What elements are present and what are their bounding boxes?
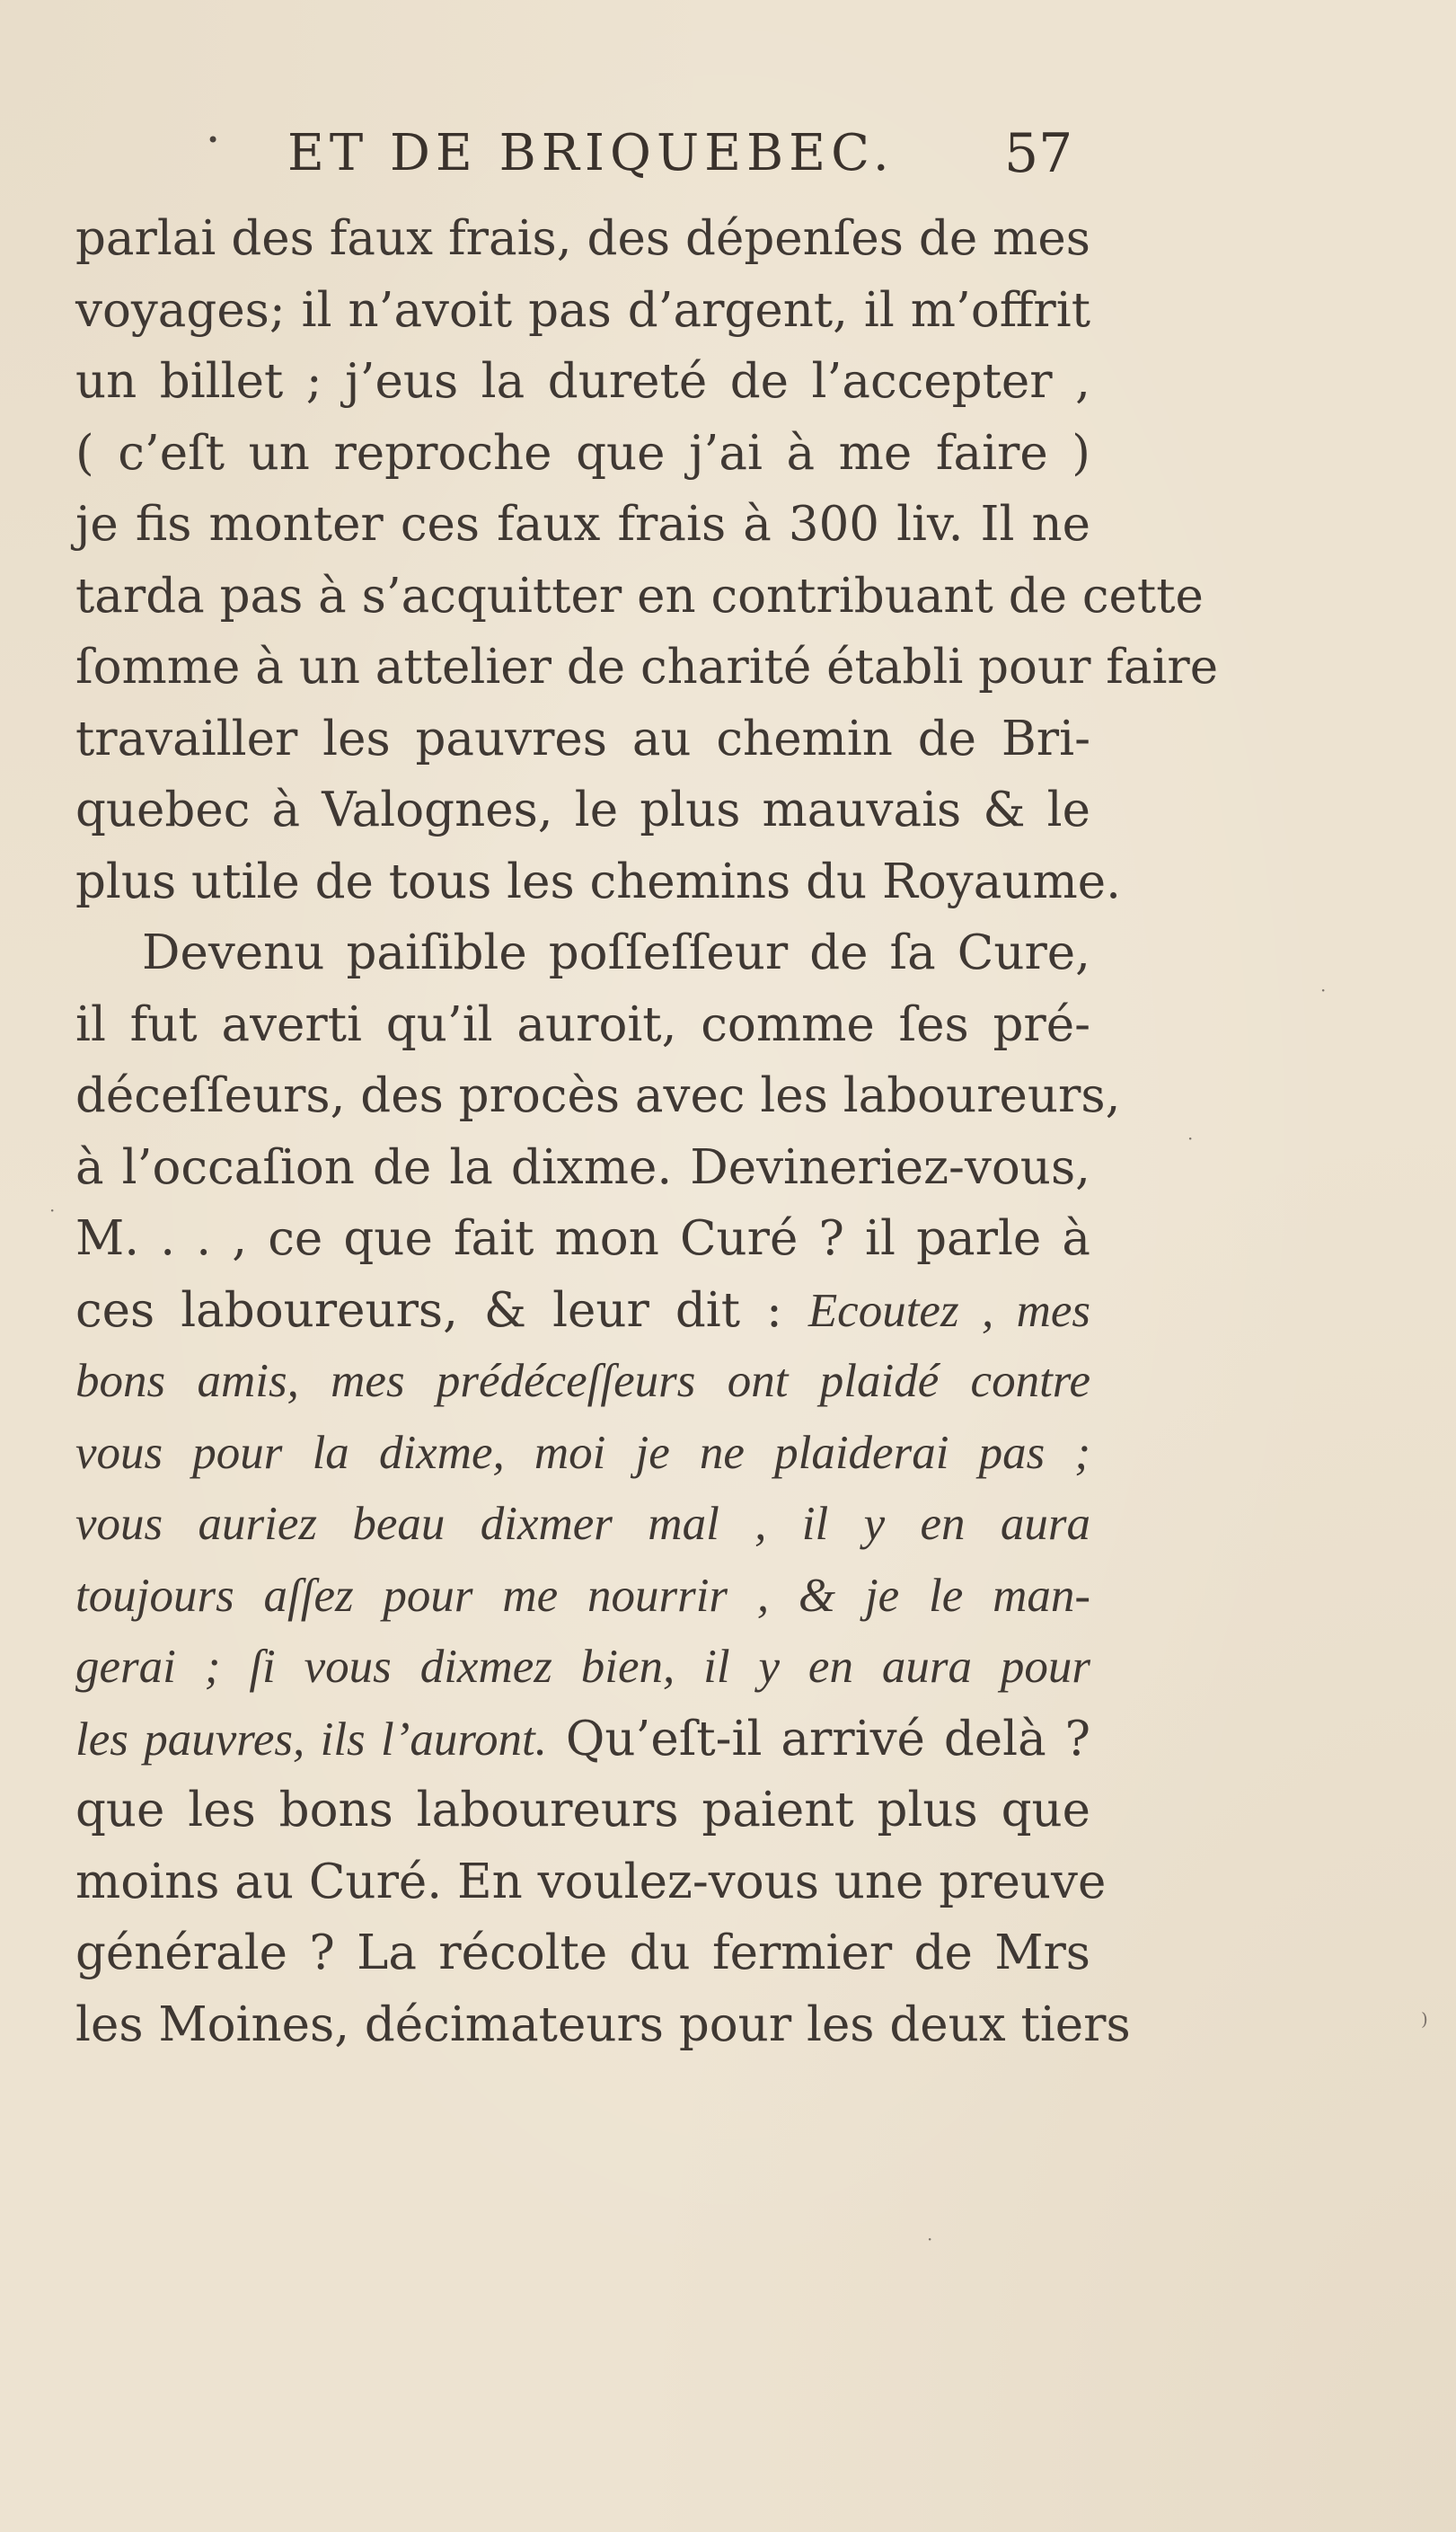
italic-text-line: gerai ; ſi vous dixmez bien, il y en aura pour bbox=[75, 1641, 1090, 1693]
text-line: générale ? La récolte du fermier de Mrs bbox=[75, 1926, 1090, 1980]
text-line: quebec à Valognes, le plus mauvais & le bbox=[75, 783, 1090, 837]
italic-text: Ecoutez , mes bbox=[807, 1284, 1091, 1337]
text-line: je fis monter ces faux frais à 300 liv. Il ne bbox=[75, 497, 1090, 552]
text-line: voyages; il n’avoit pas d’argent, il m’offrit bbox=[75, 282, 1090, 338]
running-head: ET DE BRIQUEBEC. bbox=[287, 124, 895, 182]
text-line: moins au Curé. En voulez-vous une preuve bbox=[75, 1854, 1107, 1909]
roman-text: ces laboureurs, & leur dit : bbox=[75, 1282, 808, 1338]
header-ornament: • bbox=[207, 128, 220, 153]
mixed-text-line bbox=[75, 1275, 1090, 1347]
italic-text-line: bons amis, mes prédéceſſeurs ont plaidé contre bbox=[75, 1355, 1090, 1407]
text-line: ( c’eſt un reproche que j’ai à me faire ) bbox=[75, 425, 1090, 481]
page-header bbox=[207, 124, 1105, 187]
text-line: travailler les pauvres au chemin de Bri- bbox=[75, 711, 1090, 766]
paper-speck: · bbox=[1320, 979, 1327, 1001]
text-line: M. . . , ce que fait mon Curé ? il parle à bbox=[75, 1211, 1090, 1266]
text-line: un billet ; j’eus la dureté de l’accepter , bbox=[75, 354, 1090, 409]
body-text bbox=[75, 203, 1219, 2060]
text-line: ſomme à un attelier de charité établi pour faire bbox=[75, 640, 1219, 695]
text-line: tarda pas à s’acquitter en contribuant de cette bbox=[75, 568, 1204, 624]
text-line: que les bons laboureurs paient plus que bbox=[75, 1783, 1090, 1837]
italic-text-line: toujours aſſez pour me nourrir , & je le man- bbox=[75, 1569, 1090, 1622]
text-line: à l’occaſion de la dixme. Devineriez-vous, bbox=[75, 1139, 1090, 1195]
roman-text: Qu’eſt-il arrivé delà ? bbox=[547, 1711, 1090, 1766]
paper-speck: ) bbox=[1421, 2008, 1428, 2030]
text-line: il fut averti qu’il auroit, comme ſes pré- bbox=[75, 996, 1090, 1052]
text-line: plus utile de tous les chemins du Royaume. bbox=[75, 854, 1121, 909]
text-line: déceſſeurs, des procès avec les laboureurs, bbox=[75, 1068, 1121, 1123]
text-line: Devenu paiſible poſſeſſeur de ſa Cure, bbox=[142, 925, 1090, 980]
paper-speck: · bbox=[1187, 1128, 1194, 1149]
italic-text-line: vous pour la dixme, moi je ne plaiderai pas ; bbox=[75, 1426, 1090, 1479]
paper-speck: · bbox=[927, 2228, 933, 2250]
page-number: 57 bbox=[1004, 122, 1073, 185]
mixed-text-line bbox=[75, 1704, 1090, 1775]
italic-text: les pauvres, ils l’auront. bbox=[75, 1713, 548, 1766]
italic-text-line: vous auriez beau dixmer mal , il y en aura bbox=[75, 1498, 1090, 1550]
text-line: parlai des faux frais, des dépenſes de mes bbox=[75, 211, 1090, 266]
paper-speck: · bbox=[49, 1200, 56, 1221]
text-line: les Moines, décimateurs pour les deux tiers bbox=[75, 1996, 1131, 2052]
